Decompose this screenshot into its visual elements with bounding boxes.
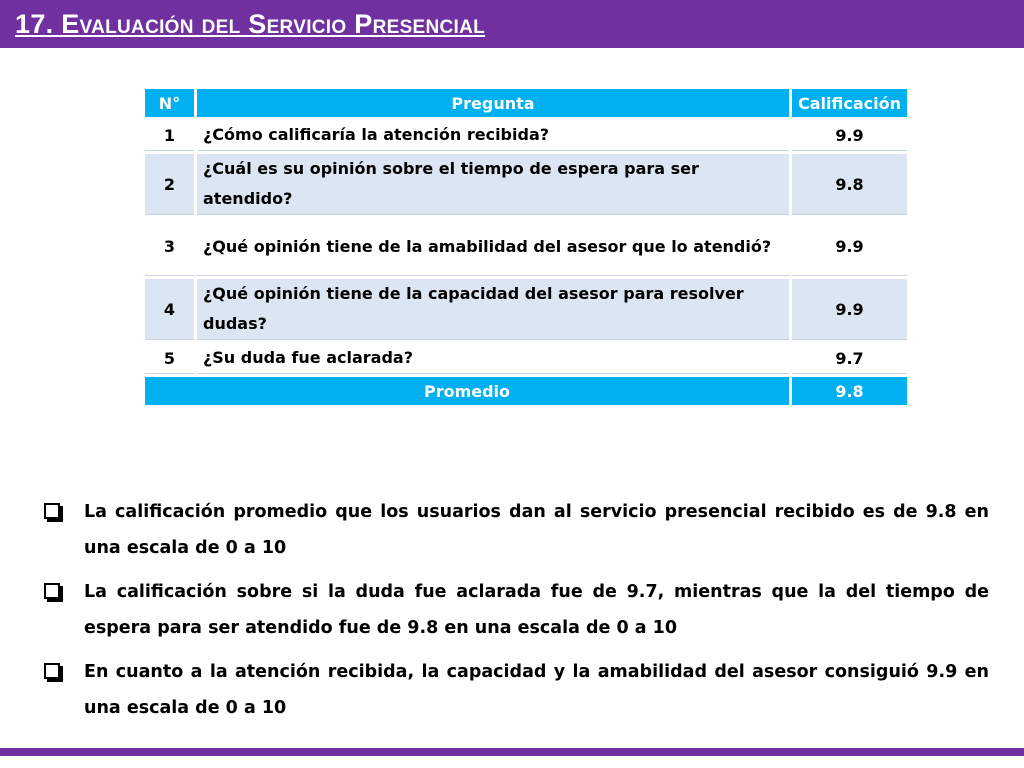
table-header-row xyxy=(145,89,907,117)
table-row xyxy=(145,343,907,374)
checkbox-bullet-icon xyxy=(44,663,60,679)
header-score: Calificación xyxy=(792,89,907,117)
table-row xyxy=(145,279,907,340)
row-question: ¿Cómo calificaría la atención recibida? xyxy=(197,120,789,151)
row-question: ¿Cuál es su opinión sobre el tiempo de espera para ser atendido? xyxy=(197,154,789,215)
evaluation-table xyxy=(142,86,910,408)
title-bar xyxy=(0,0,1024,50)
table-row xyxy=(145,120,907,151)
row-number: 3 xyxy=(145,218,194,276)
checkbox-bullet-icon xyxy=(44,583,60,599)
row-number: 4 xyxy=(145,279,194,340)
header-question: Pregunta xyxy=(197,89,789,117)
bottom-accent-bar xyxy=(0,748,1024,756)
row-score: 9.8 xyxy=(792,154,907,215)
row-question: ¿Qué opinión tiene de la capacidad del asesor para resolver dudas? xyxy=(197,279,789,340)
row-question: ¿Qué opinión tiene de la amabilidad del asesor que lo atendió? xyxy=(197,218,789,276)
row-number: 1 xyxy=(145,120,194,151)
row-score: 9.7 xyxy=(792,343,907,374)
row-score: 9.9 xyxy=(792,120,907,151)
row-score: 9.9 xyxy=(792,218,907,276)
checkbox-bullet-icon xyxy=(44,503,60,519)
bullet-text: En cuanto a la atención recibida, la capacidad y la amabilidad del asesor consiguió 9.9 en una escala de 0 a 10 xyxy=(84,662,989,718)
bullet-text: La calificación sobre si la duda fue aclarada fue de 9.7, mientras que la del tiempo de espera para ser atendido fue de 9.8 en una escala de 0 a 10 xyxy=(84,582,989,638)
average-label: Promedio xyxy=(145,377,789,405)
average-row xyxy=(145,377,907,405)
summary-bullets xyxy=(44,494,989,734)
bullet-item xyxy=(44,574,989,646)
row-number: 2 xyxy=(145,154,194,215)
average-value: 9.8 xyxy=(792,377,907,405)
row-score: 9.9 xyxy=(792,279,907,340)
table-row xyxy=(145,218,907,276)
bullet-item xyxy=(44,494,989,566)
bullet-text: La calificación promedio que los usuarios dan al servicio presencial recibido es de 9.8 en una escala de 0 a 10 xyxy=(84,502,989,558)
row-number: 5 xyxy=(145,343,194,374)
header-number: N° xyxy=(145,89,194,117)
table-row xyxy=(145,154,907,215)
slide-title: 17. Evaluación del Servicio Presencial xyxy=(15,9,486,39)
row-question: ¿Su duda fue aclarada? xyxy=(197,343,789,374)
bullet-item xyxy=(44,654,989,726)
